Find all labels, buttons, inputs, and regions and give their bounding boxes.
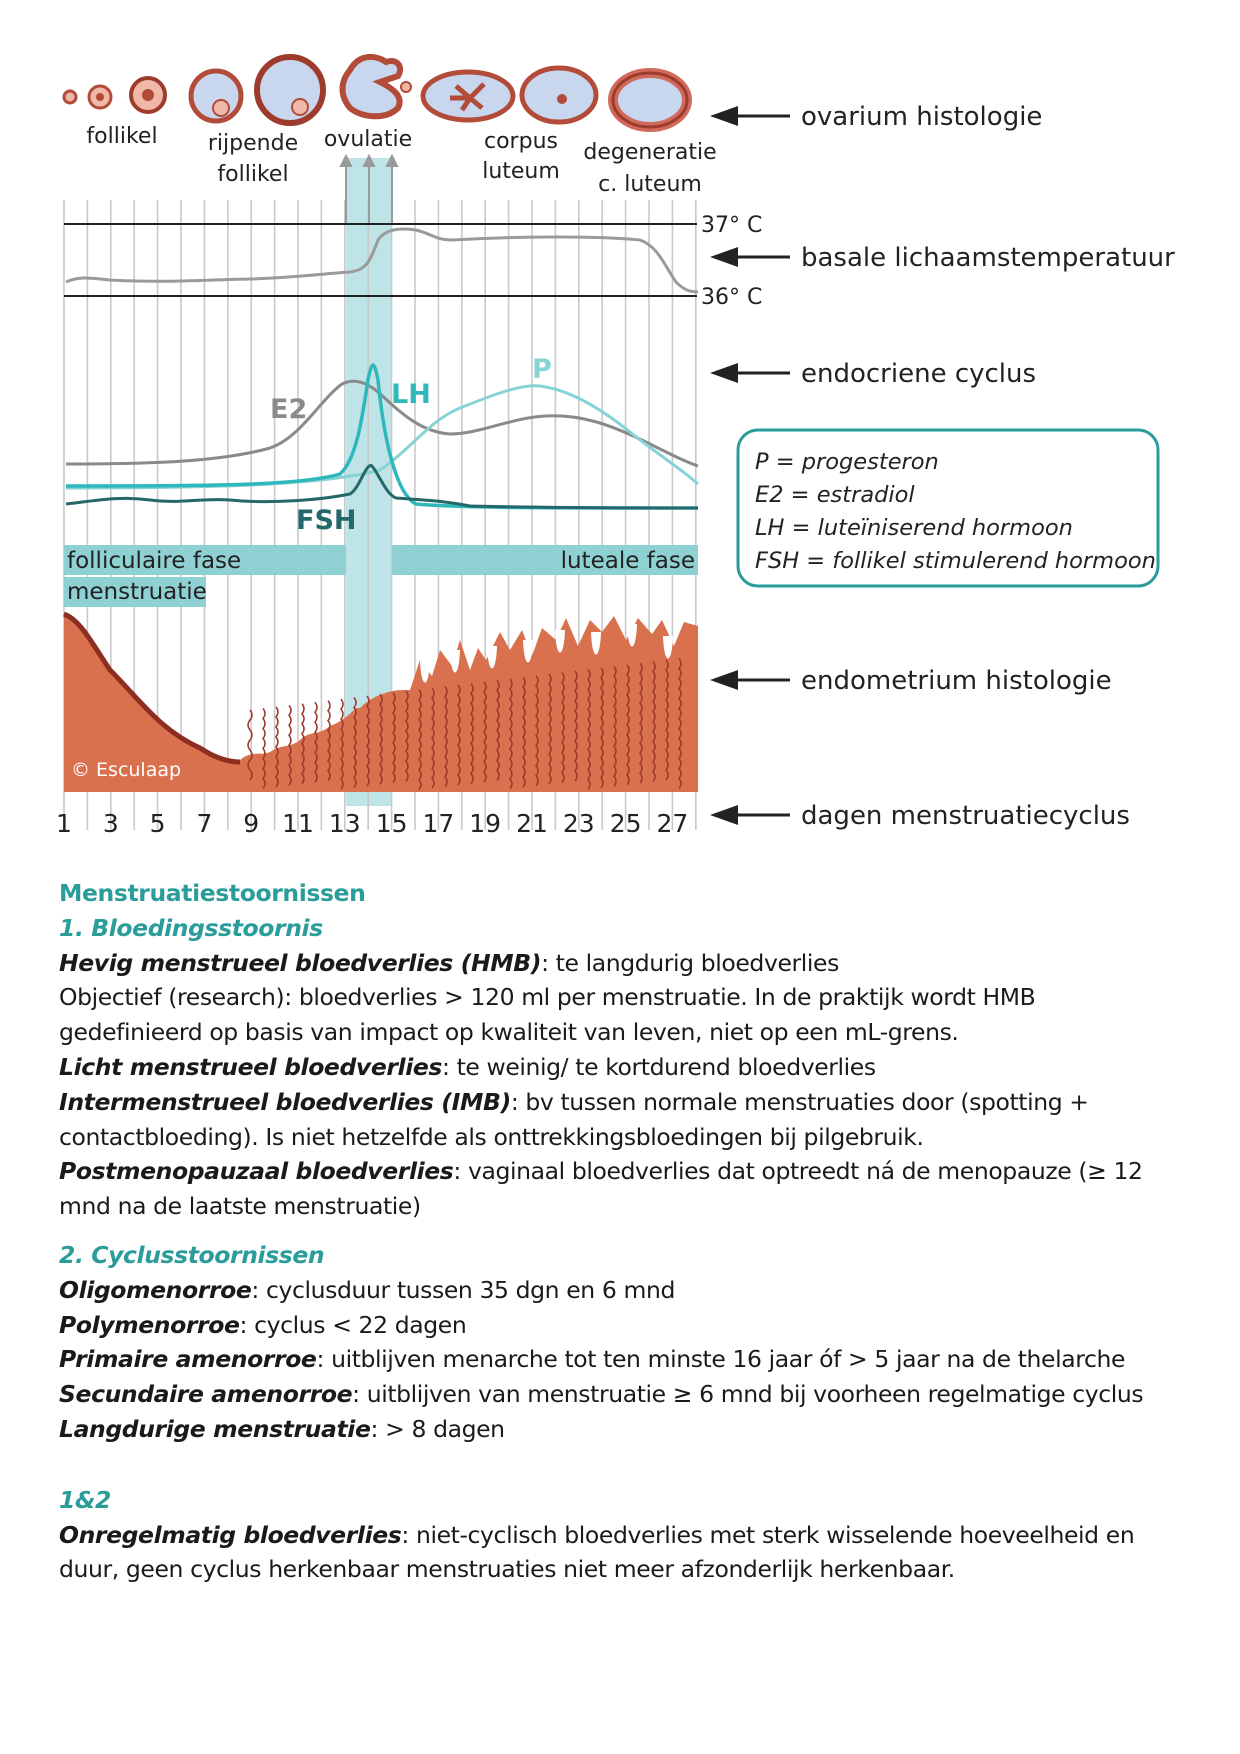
arrow-dagen	[710, 801, 1130, 831]
day-label: 23	[562, 809, 595, 838]
arrow-endometrium	[710, 666, 1112, 696]
hmb-objective-line-2: gedefinieerd op basis van impact op kwaliteit van leven, niet op een mL-grens.	[59, 1018, 959, 1047]
term-pmb: Postmenopauzaal bloedverlies	[59, 1157, 454, 1186]
day-label: 17	[422, 809, 455, 838]
definition-oligo: Oligomenorroe: cyclusduur tussen 35 dgn en 6 mnd	[59, 1275, 675, 1304]
arrow-label-dagen: dagen menstruatiecyclus	[801, 801, 1130, 831]
term-imb: Intermenstrueel bloedverlies (IMB)	[59, 1087, 511, 1116]
ovary-stage-rijpende: rijpende	[207, 131, 299, 156]
term-long: Langdurige menstruatie	[59, 1414, 371, 1443]
term-light: Licht menstrueel bloedverlies	[59, 1052, 442, 1081]
definition-light: Licht menstrueel bloedverlies: te weinig/ te kortdurend bloedverlies	[59, 1052, 876, 1081]
ovary-histology-drawings	[64, 57, 687, 127]
ovary-stage-follikel: follikel	[86, 124, 158, 149]
definition-imb: Intermenstrueel bloedverlies (IMB): bv tussen normale menstruaties door (spotting +	[59, 1087, 1089, 1116]
definition-pmb: Postmenopauzaal bloedverlies: vaginaal bloedverlies dat optreedt ná de menopauze (≥ 12	[59, 1157, 1143, 1186]
ovary-stage-rijpende-follikel: follikel	[217, 162, 289, 187]
section-title: Menstruatiestoornissen	[59, 879, 366, 907]
term-secondary: Secundaire amenorroe	[59, 1380, 353, 1409]
p-label: P	[532, 354, 552, 385]
definition-long: Langdurige menstruatie: > 8 dagen	[59, 1414, 505, 1443]
day-label: 7	[196, 809, 213, 838]
copyright-label: © Esculaap	[71, 759, 182, 781]
legend-lh: LH = luteïniserend hormoon	[755, 515, 1073, 541]
e2-label: E2	[270, 394, 308, 425]
menstrual-cycle-figure	[0, 0, 1240, 860]
day-axis	[56, 809, 688, 838]
ovary-stage-degeneratie: degeneratie	[583, 140, 717, 165]
legend-box	[738, 430, 1158, 586]
day-label: 19	[469, 809, 502, 838]
term-primary: Primaire amenorroe	[59, 1345, 317, 1374]
section-heading-combined: 1&2	[59, 1485, 111, 1514]
legend-p: P = progesteron	[755, 449, 939, 475]
arrow-endocrien	[710, 359, 1036, 389]
legend-e2: E2 = estradiol	[755, 482, 915, 508]
lh-label: LH	[391, 379, 431, 410]
definition-irregular-cont: duur, geen cyclus herkenbaar menstruaties niet meer afzonderlijk herkenbaar.	[59, 1555, 955, 1584]
definition-hmb: Hevig menstrueel bloedverlies (HMB): te langdurig bloedverlies	[59, 948, 839, 977]
hmb-objective-line-1: Objectief (research): bloedverlies > 120 ml per menstruatie. In de praktijk wordt HMB	[59, 983, 1036, 1012]
definition-secondary: Secundaire amenorroe: uitblijven van menstruatie ≥ 6 mnd bij voorheen regelmatige cyclus	[59, 1380, 1144, 1409]
arrow-ovarium	[710, 102, 1042, 132]
term-poly: Polymenorroe	[59, 1310, 240, 1339]
day-label: 13	[328, 809, 361, 838]
day-label: 3	[102, 809, 119, 838]
luteal-phase-label: luteale fase	[560, 548, 695, 574]
arrow-label-endometrium: endometrium histologie	[801, 666, 1112, 696]
definition-pmb-cont: mnd na de laatste menstruatie)	[59, 1192, 421, 1221]
follicular-phase-label: folliculaire fase	[67, 548, 242, 574]
definition-poly: Polymenorroe: cyclus < 22 dagen	[59, 1310, 467, 1339]
ovary-stage-luteum: luteum	[482, 159, 560, 184]
day-label: 5	[149, 809, 166, 838]
temp-36-label: 36° C	[701, 285, 763, 310]
section-heading-bloedingsstoornis: 1. Bloedingsstoornis	[59, 913, 323, 942]
temp-37-label: 37° C	[701, 213, 763, 238]
body-text	[59, 876, 1199, 1587]
section-heading-cyclusstoornissen: 2. Cyclusstoornissen	[59, 1240, 325, 1269]
fsh-label: FSH	[296, 505, 357, 536]
term-oligo: Oligomenorroe	[59, 1275, 252, 1304]
legend-fsh: FSH = follikel stimulerend hormoon	[755, 548, 1156, 574]
term-hmb: Hevig menstrueel bloedverlies (HMB)	[59, 948, 542, 977]
menstruation-label: menstruatie	[67, 579, 207, 605]
day-label: 11	[282, 809, 314, 838]
day-label: 21	[516, 809, 548, 838]
day-label: 9	[243, 809, 260, 838]
arrow-temperatuur	[710, 243, 1175, 273]
day-label: 1	[56, 809, 72, 838]
arrow-label-temperatuur: basale lichaamstemperatuur	[801, 243, 1175, 273]
arrow-label-endocrien: endocriene cyclus	[801, 359, 1037, 389]
ovary-stage-ovulatie: ovulatie	[323, 127, 413, 152]
day-label: 25	[609, 809, 642, 838]
definition-imb-cont: contactbloeding). Is niet hetzelfde als onttrekkingsbloedingen bij pilgebruik.	[59, 1122, 924, 1151]
day-label: 15	[375, 809, 408, 838]
ovary-stage-c-luteum: c. luteum	[598, 172, 702, 197]
day-label: 27	[656, 809, 689, 838]
definition-primary: Primaire amenorroe: uitblijven menarche tot ten minste 16 jaar óf > 5 jaar na de thelarche	[59, 1345, 1126, 1374]
definition-irregular: Onregelmatig bloedverlies: niet-cyclisch bloedverlies met sterk wisselende hoeveelheid en	[59, 1520, 1135, 1549]
term-irregular: Onregelmatig bloedverlies	[59, 1520, 402, 1549]
arrow-label-ovarium: ovarium histologie	[801, 102, 1043, 132]
ovary-stage-corpus: corpus	[484, 129, 558, 154]
